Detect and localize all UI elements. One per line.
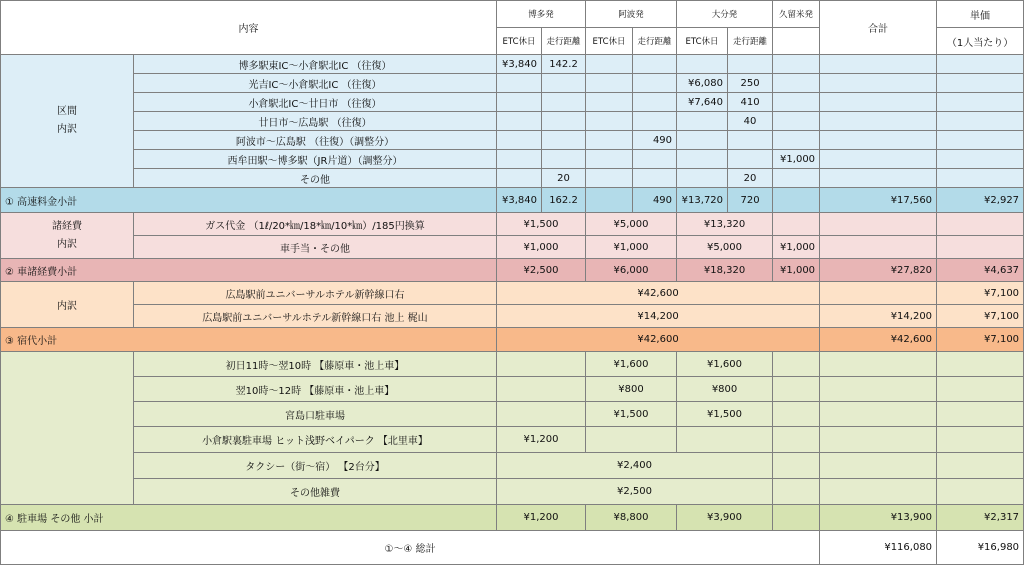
cell [820,352,937,377]
cell: ¥2,400 [497,453,773,479]
cell [677,55,728,74]
lodging-section-label: 内訳 [1,282,134,328]
cell [633,150,677,169]
cell [937,453,1024,479]
row-label: 初日11時～翌10時 【藤原車・池上車】 [134,352,497,377]
highway-subtotal-row [1,188,1024,213]
awa-etc-header: ETC休日 [586,28,633,55]
cell [773,479,820,505]
cell [937,169,1024,188]
cell [937,213,1024,236]
cell: ¥1,500 [677,402,773,427]
table-row [1,150,1024,169]
row-label: ガス代金 （1ℓ/20*㎞/18*㎞/10*㎞）/185円換算 [134,213,497,236]
cell [633,74,677,93]
hakata-header: 博多発 [497,1,586,28]
cell [820,93,937,112]
cell: ¥1,600 [586,352,677,377]
misc-subtotal-total: ¥27,820 [820,259,937,282]
grand-total-unit: ¥16,980 [937,531,1024,565]
grand-total-amount: ¥116,080 [820,531,937,565]
row-label: タクシー（街～宿） 【2台分】 [134,453,497,479]
misc-subtotal-row [1,259,1024,282]
cell [937,55,1024,74]
cell: 142.2 [542,55,586,74]
table-row [1,93,1024,112]
cell [820,402,937,427]
unit-price-header: 単価 [937,1,1024,28]
cell: ¥1,000 [773,259,820,282]
cell [937,150,1024,169]
awa-distance-header: 走行距離 [633,28,677,55]
cell [773,213,820,236]
table-row [1,112,1024,131]
row-label: 宮島口駐車場 [134,402,497,427]
row-label: その他雑費 [134,479,497,505]
cell [773,169,820,188]
cell: ¥13,720 [677,188,728,213]
unit-price-subheader: （1人当たり） [937,28,1024,55]
cell [937,131,1024,150]
kurume-header: 久留米発 [773,1,820,28]
cell: ¥2,500 [497,259,586,282]
cell [937,93,1024,112]
cell [820,112,937,131]
table-row [1,55,1024,74]
parking-subtotal-row [1,505,1024,531]
cell: ¥8,800 [586,505,677,531]
cell [497,131,542,150]
cell [586,112,633,131]
cell [497,377,586,402]
table-row [1,236,1024,259]
cell [773,131,820,150]
cell [820,282,937,305]
cell [773,505,820,531]
oita-etc-header: ETC休日 [677,28,728,55]
cell: 250 [728,74,773,93]
cell [820,131,937,150]
cell: ¥1,000 [773,236,820,259]
cell: 490 [633,188,677,213]
cell: 20 [728,169,773,188]
cell: ¥7,640 [677,93,728,112]
cell [586,131,633,150]
highway-subtotal-label: ① 高速料金小計 [1,188,497,213]
table-row [1,352,1024,377]
grand-total-label: ①～④ 総計 [1,531,820,565]
cell [773,112,820,131]
row-label: 広島駅前ユニバーサルホテル新幹線口右 [134,282,497,305]
lodging-subtotal-unit: ¥7,100 [937,328,1024,352]
cell: ¥1,000 [586,236,677,259]
content-header: 内容 [1,1,497,55]
cell: ¥3,900 [677,505,773,531]
cell [937,352,1024,377]
table-row [1,282,1024,305]
cell: 40 [728,112,773,131]
cell: ¥14,200 [820,305,937,328]
cell: ¥800 [677,377,773,402]
parking-subtotal-label: ④ 駐車場 その他 小計 [1,505,497,531]
cell [497,352,586,377]
lodging-subtotal-total: ¥42,600 [820,328,937,352]
cell [586,188,633,213]
row-label: 車手当・その他 [134,236,497,259]
cell [820,427,937,453]
cell [937,479,1024,505]
cell [728,55,773,74]
cell: ¥1,500 [497,213,586,236]
row-label: 光吉IC～小倉駅北IC （往復） [134,74,497,93]
table-row [1,131,1024,150]
cell [773,352,820,377]
cell: ¥1,000 [497,236,586,259]
cell [773,377,820,402]
cell [773,453,820,479]
cell: ¥1,500 [586,402,677,427]
cell [820,150,937,169]
lodging-subtotal-row [1,328,1024,352]
cell: ¥14,200 [497,305,820,328]
cell: ¥3,840 [497,188,542,213]
cell: ¥2,500 [497,479,773,505]
cell: 20 [542,169,586,188]
cell [677,150,728,169]
cell: ¥42,600 [497,282,820,305]
cell [633,55,677,74]
table-row [1,427,1024,453]
hakata-distance-header: 走行距離 [542,28,586,55]
table-row [1,377,1024,402]
misc-subtotal-label: ② 車諸経費小計 [1,259,497,282]
cell: 720 [728,188,773,213]
row-label: 西牟田駅～博多駅（JR片道）（調整分） [134,150,497,169]
cell [677,427,773,453]
cell [820,213,937,236]
row-label: 廿日市～広島駅 （往復） [134,112,497,131]
cell [677,131,728,150]
cell: 490 [633,131,677,150]
parking-subtotal-unit: ¥2,317 [937,505,1024,531]
cell [633,169,677,188]
awa-header: 阿波発 [586,1,677,28]
cell [820,169,937,188]
cell [542,150,586,169]
cell: ¥7,100 [937,282,1024,305]
cell [937,74,1024,93]
cell [728,150,773,169]
oita-header: 大分発 [677,1,773,28]
cell [542,131,586,150]
cell [633,93,677,112]
cell: ¥7,100 [937,305,1024,328]
cell [677,112,728,131]
hakata-etc-header: ETC休日 [497,28,542,55]
row-label: 小倉駅裏駐車場 ヒット浅野ベイパーク 【北里車】 [134,427,497,453]
cell [820,74,937,93]
lodging-subtotal-label: ③ 宿代小計 [1,328,497,352]
cell [773,188,820,213]
cell [773,55,820,74]
highway-section-label: 区間 内訳 [1,55,134,188]
cell: ¥5,000 [677,236,773,259]
row-label: その他 [134,169,497,188]
cell [497,93,542,112]
cell [542,112,586,131]
cell [820,377,937,402]
table-row [1,169,1024,188]
cell [497,74,542,93]
cell [773,427,820,453]
row-label: 阿波市～広島駅 （往復）（調整分） [134,131,497,150]
cell: ¥42,600 [497,328,820,352]
cell [586,169,633,188]
highway-subtotal-total: ¥17,560 [820,188,937,213]
cell [937,236,1024,259]
cell: ¥1,200 [497,427,586,453]
cell [542,74,586,93]
cell: ¥1,000 [773,150,820,169]
cell [820,55,937,74]
highway-subtotal-unit: ¥2,927 [937,188,1024,213]
cell: ¥18,320 [677,259,773,282]
row-label: 翌10時～12時 【藤原車・池上車】 [134,377,497,402]
table-row [1,213,1024,236]
parking-section-label [1,352,134,505]
cell [773,402,820,427]
cell [937,427,1024,453]
cell [586,150,633,169]
cell: ¥3,840 [497,55,542,74]
cell [497,150,542,169]
cell [542,93,586,112]
grand-total-row [1,531,1024,565]
total-header: 合計 [820,1,937,55]
cell: ¥13,320 [677,213,773,236]
table-row [1,453,1024,479]
cell [773,93,820,112]
cell [586,427,677,453]
cell [586,55,633,74]
misc-subtotal-unit: ¥4,637 [937,259,1024,282]
cell [820,453,937,479]
cell [586,93,633,112]
cell: ¥1,200 [497,505,586,531]
cell: 410 [728,93,773,112]
row-label: 博多駅東IC～小倉駅北IC （往復） [134,55,497,74]
cell [820,479,937,505]
table-row [1,305,1024,328]
cell [937,402,1024,427]
cell [937,112,1024,131]
parking-subtotal-total: ¥13,900 [820,505,937,531]
table-row [1,479,1024,505]
cell [497,402,586,427]
cell [497,112,542,131]
cell [820,236,937,259]
cell [633,112,677,131]
cell [677,169,728,188]
cell: ¥800 [586,377,677,402]
oita-distance-header: 走行距離 [728,28,773,55]
cell: ¥6,080 [677,74,728,93]
cell: ¥1,600 [677,352,773,377]
table-row [1,74,1024,93]
cell [497,169,542,188]
cell: 162.2 [542,188,586,213]
cell [937,377,1024,402]
table-row [1,402,1024,427]
header-row-1 [1,1,1024,28]
cell: ¥6,000 [586,259,677,282]
cell [773,74,820,93]
cell [586,74,633,93]
row-label: 広島駅前ユニバーサルホテル新幹線口右 池上 梶山 [134,305,497,328]
kurume-empty-header [773,28,820,55]
row-label: 小倉駅北IC～廿日市 （往復） [134,93,497,112]
cell [728,131,773,150]
cell: ¥5,000 [586,213,677,236]
misc-section-label: 諸経費 内訳 [1,213,134,259]
